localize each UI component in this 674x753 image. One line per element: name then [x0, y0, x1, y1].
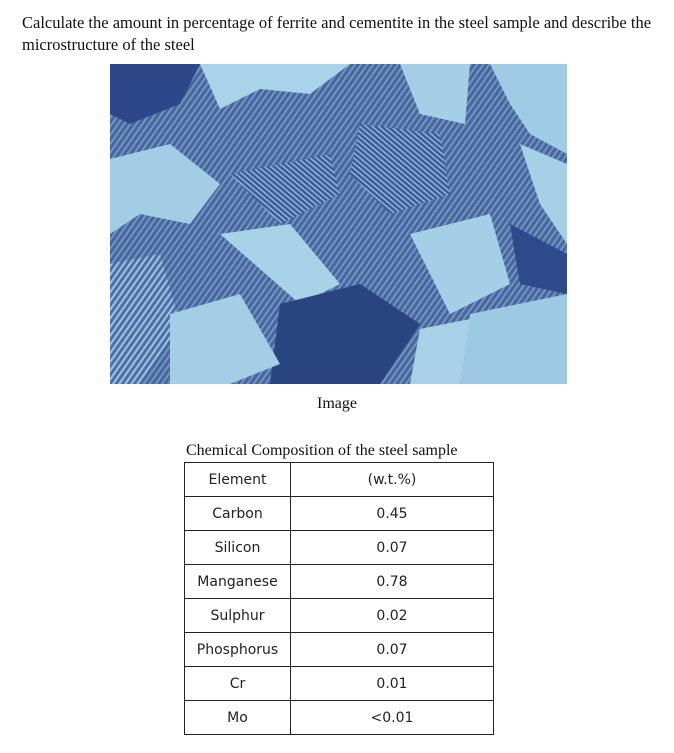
header-wt: (w.t.%) [291, 463, 494, 497]
value-cell: <0.01 [291, 701, 494, 735]
table-row [185, 565, 494, 599]
table-row [185, 667, 494, 701]
table-row [185, 497, 494, 531]
value-cell: 0.01 [291, 667, 494, 701]
element-cell: Sulphur [185, 599, 291, 633]
image-caption: Image [317, 395, 357, 412]
element-cell: Phosphorus [185, 633, 291, 667]
value-cell: 0.78 [291, 565, 494, 599]
question-text: Calculate the amount in percentage of ferrite and cementite in the steel sample and describe the microstructure of the steel [22, 13, 652, 54]
microstructure-image [110, 64, 567, 384]
table-header-row [185, 463, 494, 497]
table-row [185, 599, 494, 633]
value-cell: 0.02 [291, 599, 494, 633]
element-cell: Manganese [185, 565, 291, 599]
value-cell: 0.45 [291, 497, 494, 531]
value-cell: 0.07 [291, 531, 494, 565]
element-cell: Silicon [185, 531, 291, 565]
composition-table [184, 462, 494, 735]
table-row [185, 701, 494, 735]
table-row [185, 531, 494, 565]
table-caption: Chemical Composition of the steel sample [186, 442, 458, 459]
element-cell: Carbon [185, 497, 291, 531]
element-cell: Cr [185, 667, 291, 701]
header-element: Element [185, 463, 291, 497]
element-cell: Mo [185, 701, 291, 735]
value-cell: 0.07 [291, 633, 494, 667]
table-row [185, 633, 494, 667]
